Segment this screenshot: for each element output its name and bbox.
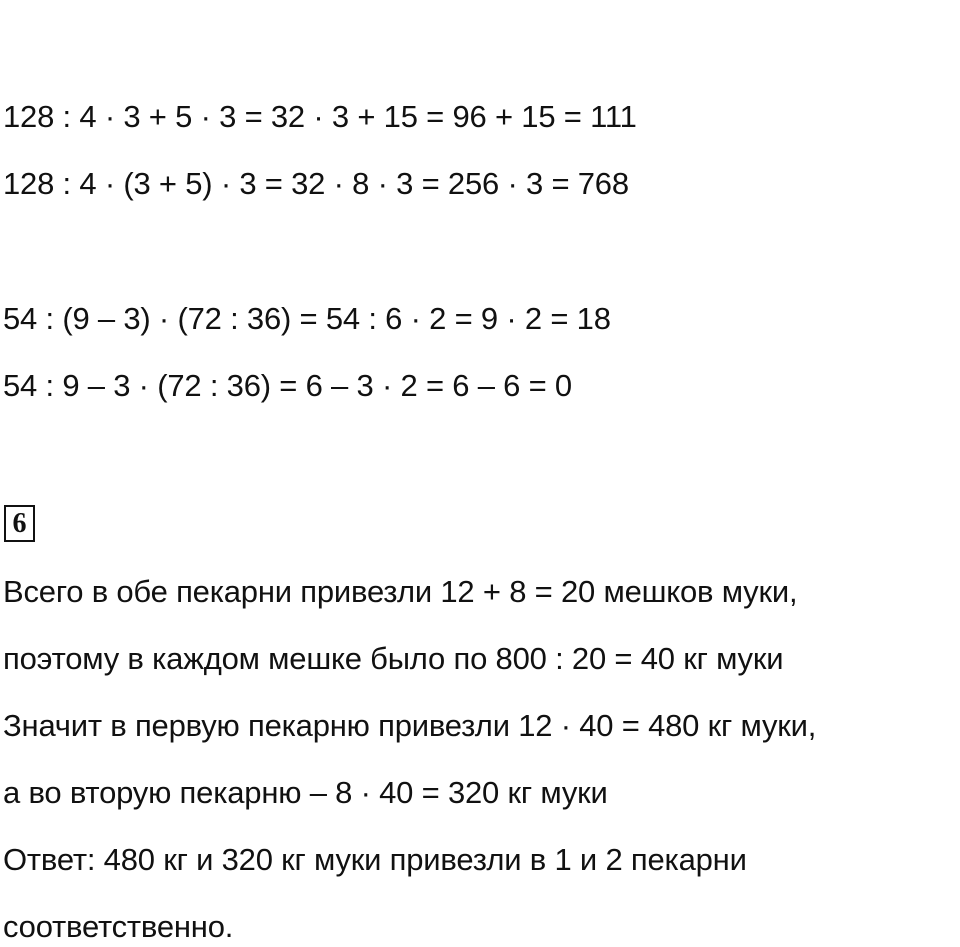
task-text-line-1: Всего в обе пекарни привезли 12 + 8 = 20 мешков муки, [3, 574, 798, 609]
task-text-line-5: Ответ: 480 кг и 320 кг муки привезли в 1 и 2 пекарни [3, 842, 747, 877]
task-number-badge: 6 [4, 505, 35, 542]
equation-line-4: 54 : 9 – 3 · (72 : 36) = 6 – 3 · 2 = 6 – 6 = 0 [3, 368, 572, 403]
equation-line-3: 54 : (9 – 3) · (72 : 36) = 54 : 6 · 2 = 9 · 2 = 18 [3, 301, 611, 336]
task-text-line-6: соответственно. [3, 909, 234, 944]
task-text-line-2: поэтому в каждом мешке было по 800 : 20 = 40 кг муки [3, 641, 784, 676]
equation-line-2: 128 : 4 · (3 + 5) · 3 = 32 · 8 · 3 = 256 · 3 = 768 [3, 166, 629, 201]
task-text-line-3: Значит в первую пекарню привезли 12 · 40 = 480 кг муки, [3, 708, 817, 743]
task-text-line-4: а во вторую пекарню – 8 · 40 = 320 кг муки [3, 775, 608, 810]
equation-line-1: 128 : 4 · 3 + 5 · 3 = 32 · 3 + 15 = 96 + 15 = 111 [3, 99, 637, 134]
